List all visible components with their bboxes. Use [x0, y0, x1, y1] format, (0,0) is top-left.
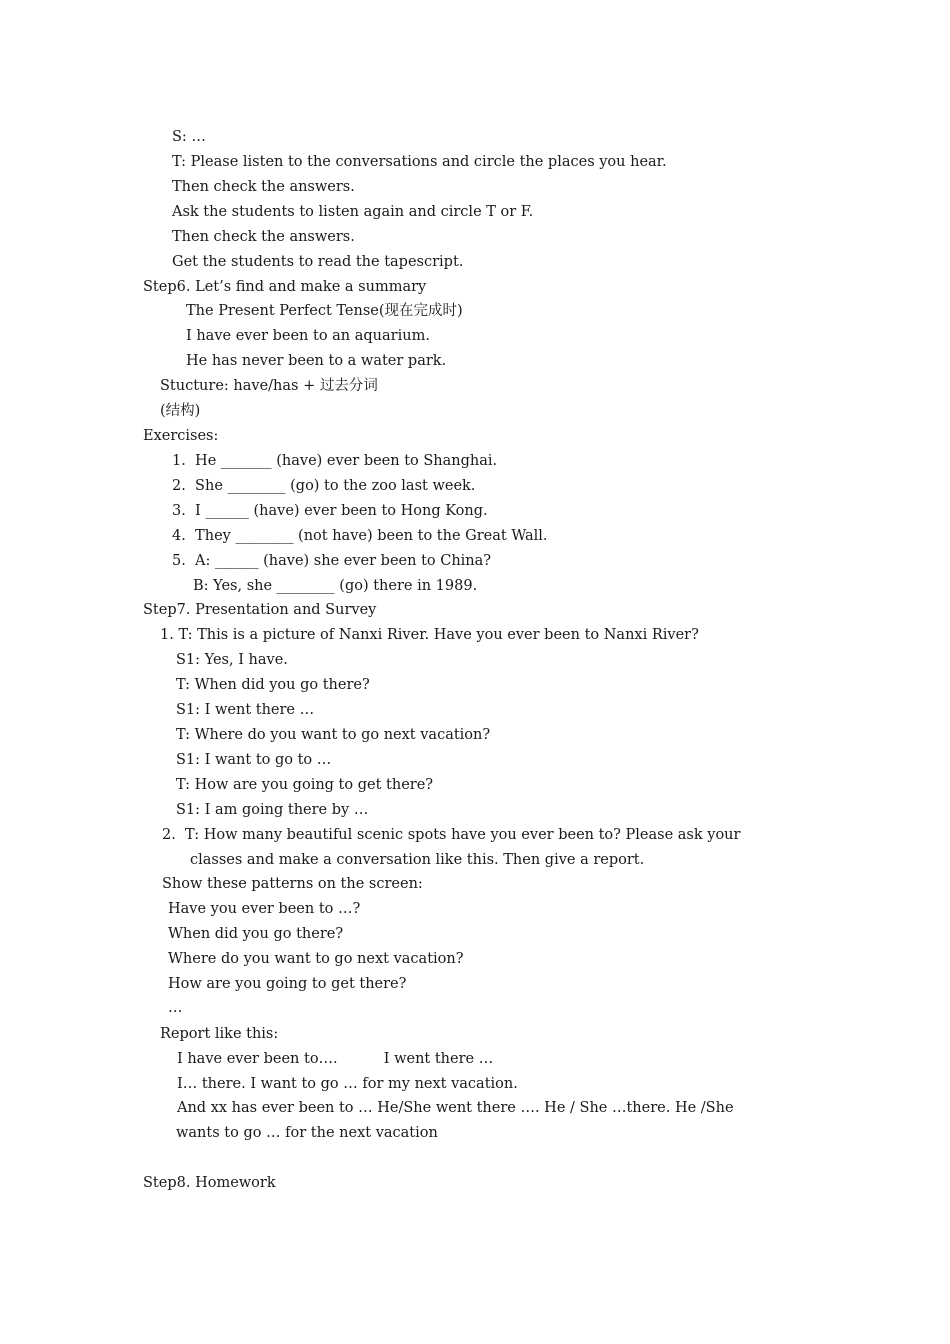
- text-line: Report like this:: [160, 1026, 279, 1042]
- text-line: I… there. I want to go … for my next vacation.: [177, 1076, 518, 1092]
- text-line: Get the students to read the tapescript.: [172, 254, 464, 270]
- text-line: I have ever been to an aquarium.: [186, 328, 430, 344]
- text-line: S: …: [172, 129, 206, 145]
- text-line: classes and make a conversation like this. Then give a report.: [190, 852, 645, 868]
- text-line: S1: I went there …: [176, 702, 315, 718]
- exercise-item: 3. I ______ (have) ever been to Hong Kong.: [172, 503, 488, 519]
- text-line: 1. T: This is a picture of Nanxi River. Have you ever been to Nanxi River?: [160, 627, 699, 643]
- text-line: How are you going to get there?: [168, 976, 407, 992]
- text-line: S1: Yes, I have.: [176, 652, 288, 668]
- text-line: Then check the answers.: [172, 179, 355, 195]
- text-line: And xx has ever been to … He/She went there …. He / She …there. He /She: [177, 1100, 734, 1116]
- exercise-item: 2. She ________ (go) to the zoo last week.: [172, 478, 476, 494]
- text-line: T: When did you go there?: [176, 677, 370, 693]
- text-line: …: [168, 1000, 183, 1016]
- text-line: wants to go … for the next vacation: [176, 1125, 438, 1141]
- text-line: Ask the students to listen again and circle T or F.: [172, 204, 534, 220]
- text-line: T: Where do you want to go next vacation?: [176, 727, 491, 743]
- exercise-item: 1. He _______ (have) ever been to Shanghai.: [172, 453, 498, 469]
- text-line: I have ever been to…. I went there …: [177, 1051, 494, 1067]
- text-line: Stucture: have/has + 过去分词: [160, 378, 378, 394]
- text-line: S1: I am going there by …: [176, 802, 369, 818]
- text-line: He has never been to a water park.: [186, 353, 447, 369]
- text-line: T: How are you going to get there?: [176, 777, 434, 793]
- text-line: Have you ever been to …?: [168, 901, 361, 917]
- step-heading: Step6. Let’s find and make a summary: [143, 279, 427, 295]
- text-line: T: Please listen to the conversations and circle the places you hear.: [172, 154, 667, 170]
- step-heading: Step8. Homework: [143, 1175, 276, 1191]
- exercises-heading: Exercises:: [143, 428, 219, 444]
- exercise-item: 4. They ________ (not have) been to the Great Wall.: [172, 528, 548, 544]
- exercise-item: 5. A: ______ (have) she ever been to China?: [172, 553, 492, 569]
- text-line: When did you go there?: [168, 926, 344, 942]
- text-line: 2. T: How many beautiful scenic spots have you ever been to? Please ask your: [162, 827, 741, 843]
- exercise-item: B: Yes, she ________ (go) there in 1989.: [193, 578, 478, 594]
- text-line: S1: I want to go to …: [176, 752, 332, 768]
- text-line: The Present Perfect Tense(现在完成时): [186, 303, 463, 319]
- text-line: Show these patterns on the screen:: [162, 876, 423, 892]
- step-heading: Step7. Presentation and Survey: [143, 602, 377, 618]
- text-line: Where do you want to go next vacation?: [168, 951, 464, 967]
- text-line: Then check the answers.: [172, 229, 355, 245]
- text-line: (结构): [160, 403, 201, 419]
